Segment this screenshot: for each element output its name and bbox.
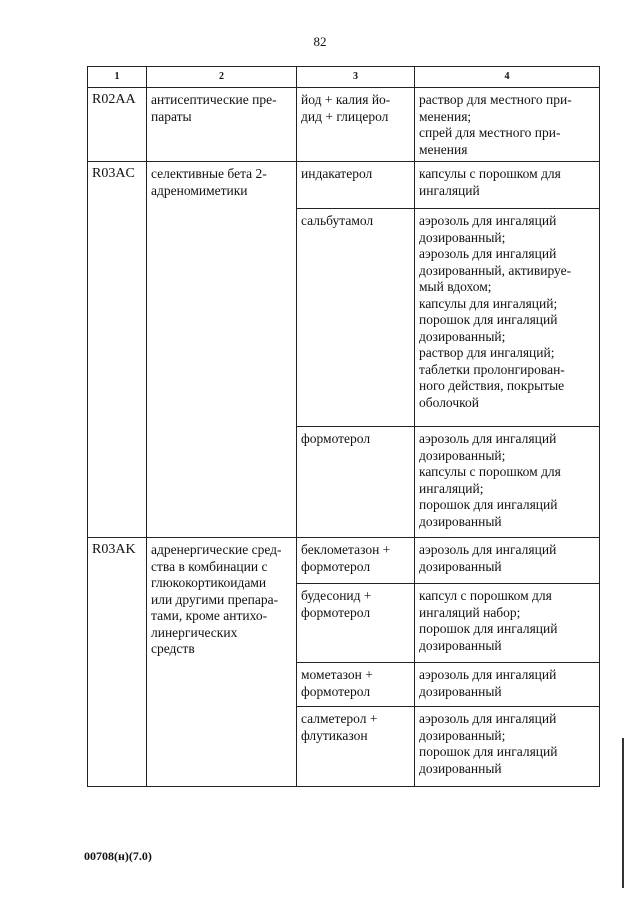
substance-name: будесонид + формотерол: [297, 584, 415, 663]
table-row: [88, 162, 600, 209]
drug-table: [87, 66, 600, 787]
group-name: селективные бета 2- адреномиметики: [147, 162, 297, 538]
page-number: 82: [313, 34, 327, 49]
dosage-form: капсул с порошком для ингаляций набор; порошок для ингаляций дозированный: [415, 584, 600, 663]
column-header-4: 4: [415, 67, 600, 88]
dosage-form: аэрозоль для ингаляций дозированный; капсулы с порошком для ингаляций; порошок для ингаляций дозированный: [415, 427, 600, 538]
substance-name: формотерол: [297, 427, 415, 538]
table-header-row: [88, 67, 600, 88]
substance-name: сальбутамол: [297, 209, 415, 427]
atc-code: R03AK: [88, 538, 147, 787]
dosage-form: аэрозоль для ингаляций дозированный: [415, 663, 600, 707]
dosage-form: раствор для местного при- менения; спрей для местного при- менения: [415, 88, 600, 162]
group-name: адренергические сред- ства в комбинации с глюкокортикоидами или другими препара- тами, кроме антихо- линергических средств: [147, 538, 297, 787]
dosage-form: аэрозоль для ингаляций дозированный; порошок для ингаляций дозированный: [415, 707, 600, 787]
substance-name: индакатерол: [297, 162, 415, 209]
table-row: [88, 538, 600, 584]
substance-name: мометазон + формотерол: [297, 663, 415, 707]
atc-code: R03AC: [88, 162, 147, 538]
dosage-form: капсулы с порошком для ингаляций: [415, 162, 600, 209]
substance-name: йод + калия йо- дид + глицерол: [297, 88, 415, 162]
dosage-form: аэрозоль для ингаляций дозированный: [415, 538, 600, 584]
group-name: антисептические пре- параты: [147, 88, 297, 162]
column-header-2: 2: [147, 67, 297, 88]
table-row: [88, 88, 600, 162]
substance-name: салметерол + флутиказон: [297, 707, 415, 787]
column-header-3: 3: [297, 67, 415, 88]
margin-scan-line: [622, 738, 624, 888]
column-header-1: 1: [88, 67, 147, 88]
document-code: 00708(н)(7.0): [84, 849, 152, 863]
substance-name: беклометазон + формотерол: [297, 538, 415, 584]
dosage-form: аэрозоль для ингаляций дозированный; аэрозоль для ингаляций дозированный, активируе- мый вдохом; капсулы для ингаляций; порошок для ингаляций дозированный; раствор для ингаляций; таблетки пролонгирован- ного действия, покрытые оболочкой: [415, 209, 600, 427]
atc-code: R02AA: [88, 88, 147, 162]
